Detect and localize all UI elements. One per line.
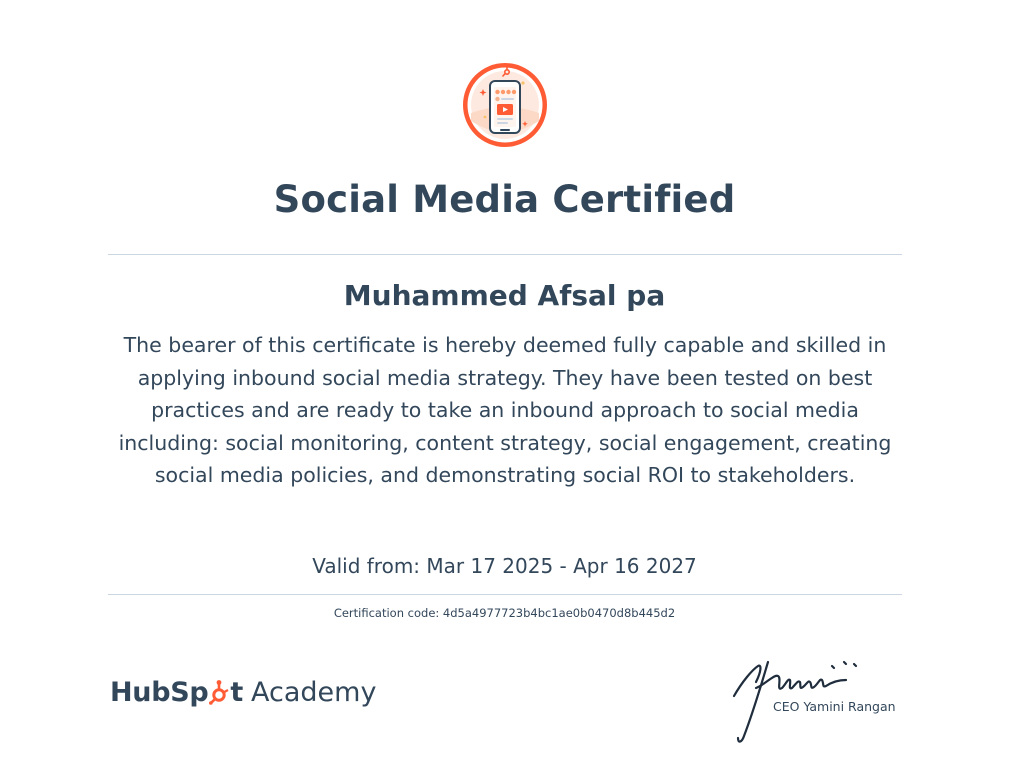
description-line: practices and are ready to take an inbound approach to social media (151, 398, 859, 422)
description-line: social media policies, and demonstrating social ROI to stakeholders. (154, 463, 856, 487)
certificate-description (95, 329, 915, 492)
hubspot-academy-logo (110, 672, 376, 712)
recipient-name: Muhammed Afsal pa (343, 279, 666, 312)
description-line: The bearer of this certificate is hereby deemed fully capable and skilled in (123, 333, 887, 357)
logo-hub-text: HubSp (110, 676, 209, 708)
hubspot-sprocket-icon (208, 679, 230, 705)
certification-badge (461, 61, 549, 149)
description-line: including: social monitoring, content strategy, social engagement, creating (118, 430, 892, 455)
logo-t-text: t (230, 676, 244, 708)
certificate-title: Social Media Certified (273, 178, 736, 221)
phone-social-icon (461, 61, 549, 149)
validity-period: Valid from: Mar 17 2025 - Apr 16 2027 (312, 554, 697, 578)
ceo-caption: CEO Yamini Rangan (773, 699, 896, 714)
divider-top (108, 254, 902, 255)
certification-code: Certification code: 4d5a4977723b4bc1ae0b0470d8b445d2 (333, 606, 676, 620)
logo-academy-text: Academy (251, 676, 377, 708)
divider-bottom (108, 594, 902, 595)
description-line: applying inbound social media strategy. They have been tested on best (137, 365, 873, 390)
